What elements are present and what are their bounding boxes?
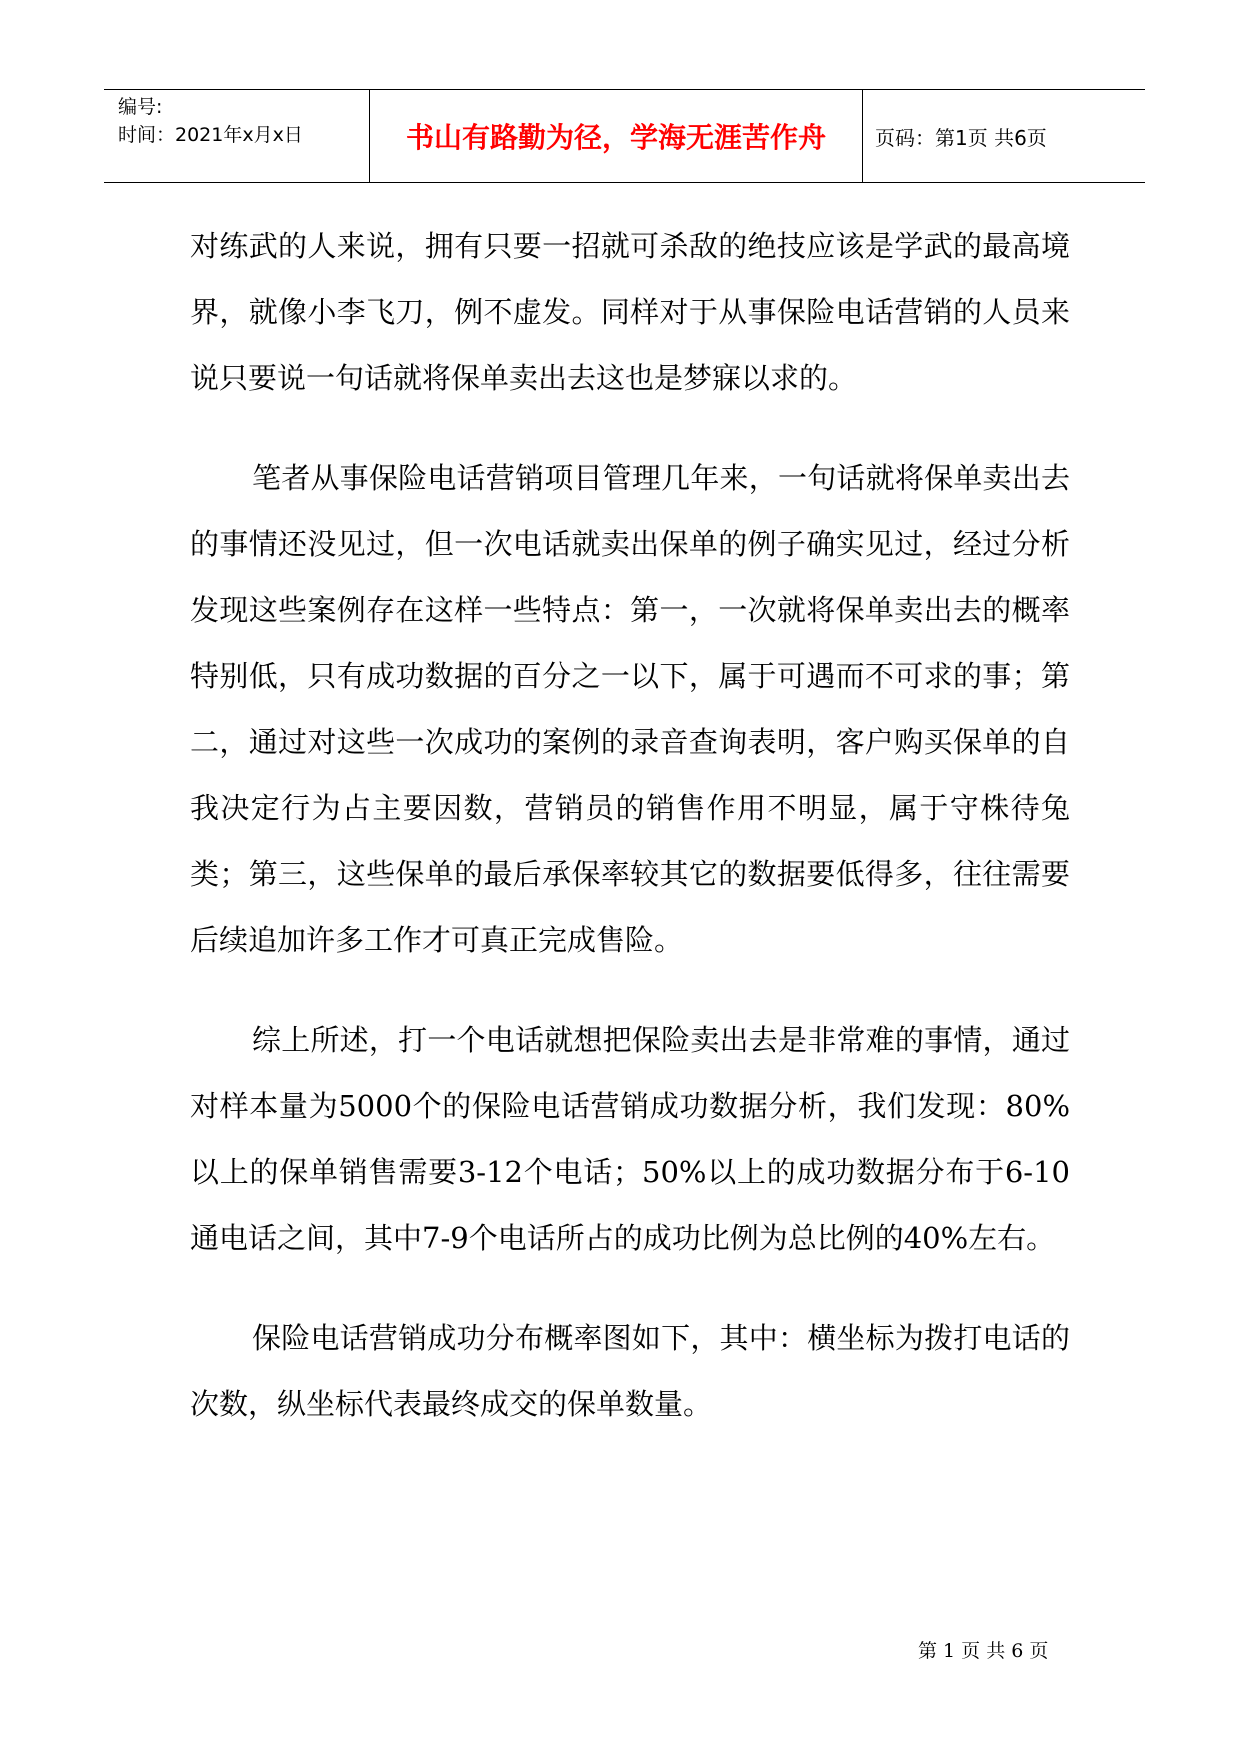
time-label: 时间：2021年x月x日 [118, 124, 303, 146]
paragraph-2: 笔者从事保险电话营销项目管理几年来，一句话就将保单卖出去的事情还没见过，但一次电话就卖出保单的例子确实见过，经过分析发现这些案例存在这样一些特点：第一，一次就将保单卖出去的概率特别低，只有成功数据的百分之一以下，属于可遇而不可求的事；第二，通过对这些一次成功的案例的录音查询表明，客户购买保单的自我决定行为占主要因数，营销员的销售作用不明显，属于守株待兔类；第三，这些保单的最后承保率较其它的数据要低得多，往往需要后续追加许多工作才可真正完成售险。 [190, 461, 1070, 957]
paragraph-4: 保险电话营销成功分布概率图如下，其中：横坐标为拨打电话的次数，纵坐标代表最终成交的保单数量。 [190, 1321, 1070, 1421]
header-page-number: 页码：第1页 共6页 [875, 125, 1047, 150]
page-header [104, 89, 1145, 183]
page-footer: 第 1 页 共 6 页 [918, 1640, 1049, 1662]
header-meta-cell [104, 90, 370, 182]
header-motto: 书山有路勤为径，学海无涯苦作舟 [370, 90, 863, 182]
serial-label: 编号: [118, 96, 163, 118]
paragraph-3: 综上所述，打一个电话就想把保险卖出去是非常难的事情，通过对样本量为5000个的保险电话营销成功数据分析，我们发现：80%以上的保单销售需要3-12个电话；50%以上的成功数据分布于6-10通电话之间，其中7-9个电话所占的成功比例为总比例的40%左右。 [190, 1023, 1070, 1255]
paragraph-1: 对练武的人来说，拥有只要一招就可杀敌的绝技应该是学武的最高境界，就像小李飞刀，例不虚发。同样对于从事保险电话营销的人员来说只要说一句话就将保单卖出去这也是梦寐以求的。 [190, 229, 1070, 395]
document-body [190, 213, 1070, 1471]
